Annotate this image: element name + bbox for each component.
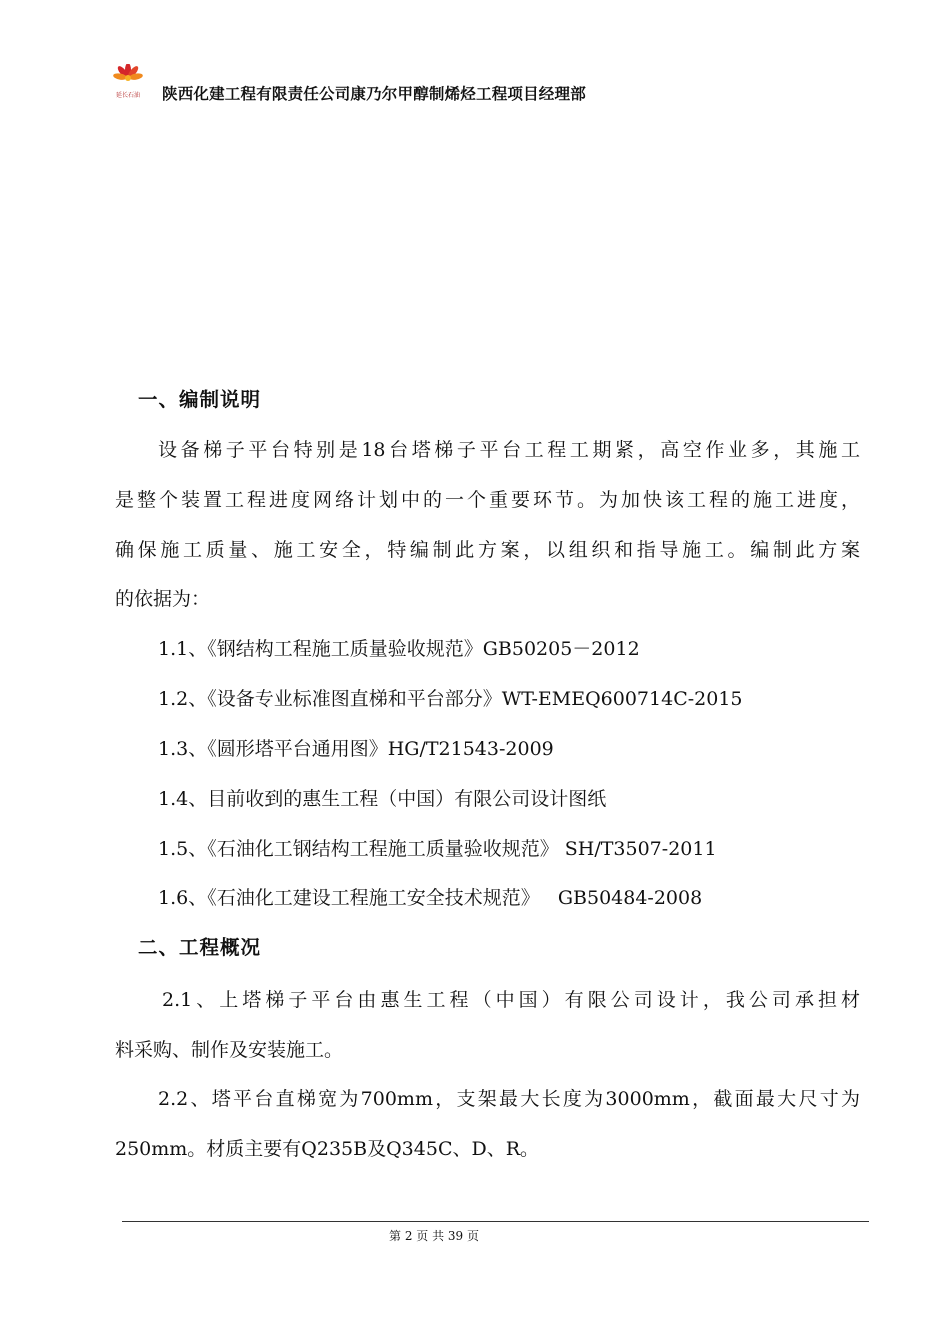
paragraph-line: 2.2、塔平台直梯宽为700mm，支架最大长度为3000mm，截面最大尺寸为 [158, 1088, 860, 1110]
section-heading-2: 二、工程概况 [138, 936, 262, 959]
reference-item: 1.2、《设备专业标准图直梯和平台部分》WT-EMEQ600714C-2015 [158, 688, 743, 710]
paragraph-line: 250mm。材质主要有Q235B及Q345C、D、R。 [115, 1138, 540, 1160]
reference-item: 1.1、《钢结构工程施工质量验收规范》GB50205－2012 [158, 638, 640, 660]
paragraph-line: 确保施工质量、施工安全，特编制此方案，以组织和指导施工。编制此方案 [115, 539, 860, 561]
paragraph-line: 料采购、制作及安装施工。 [115, 1039, 344, 1061]
header-title: 陕西化建工程有限责任公司康乃尔甲醇制烯烃工程项目经理部 [162, 85, 586, 103]
reference-item: 1.4、目前收到的惠生工程（中国）有限公司设计图纸 [158, 788, 607, 810]
reference-item: 1.5、《石油化工钢结构工程施工质量验收规范》 SH/T3507-2011 [158, 838, 717, 860]
paragraph-line: 设备梯子平台特别是18台塔梯子平台工程工期紧，高空作业多，其施工 [158, 439, 860, 461]
section-heading-1: 一、编制说明 [138, 388, 262, 411]
paragraph-line: 是整个装置工程进度网络计划中的一个重要环节。为加快该工程的施工进度， [115, 489, 860, 511]
page-footer [0, 1227, 868, 1244]
reference-item: 1.6、《石油化工建设工程施工安全技术规范》 GB50484-2008 [158, 887, 703, 909]
reference-item: 1.3、《圆形塔平台通用图》HG/T21543-2009 [158, 738, 554, 760]
footer-divider [122, 1221, 869, 1222]
page-number: 第 2 页 共 39 页 [389, 1229, 479, 1243]
logo-caption: 延长石油 [115, 92, 140, 99]
paragraph-line: 的依据为： [115, 588, 211, 610]
page-header [110, 64, 870, 104]
paragraph-line: 2.1、上塔梯子平台由惠生工程（中国）有限公司设计，我公司承担材 [162, 989, 860, 1011]
